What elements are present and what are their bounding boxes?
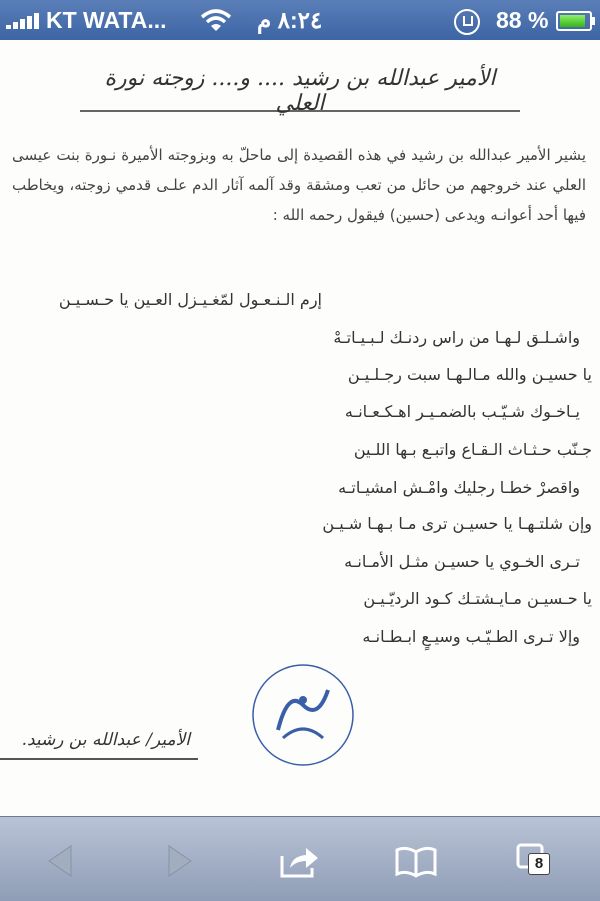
intro-paragraph: يشير الأمير عبدالله بن رشيد في هذه القصيدة إلى ماحلّ به وبزوجته الأميرة نـورة بنت عيسى العلي عند خروجهم من حائل من تعب ومشقة وقد آلمه آثار الدم علـى قدمي زوجته، ويخاطب فيها أحد أعوانـه ويدعى (حسين) فيقول رحمه الله : <box>12 146 586 224</box>
status-time: ٨:٢٤ م <box>257 7 323 33</box>
forward-button[interactable] <box>156 841 204 881</box>
verse-line: وإلا تـرى الطـيّـب وسيـعٍ ابـطـانـه <box>362 627 580 646</box>
verse-line: إرم الـنـعـول لمّغـيـزل العـين يا حـسـيـن <box>58 290 322 309</box>
bookmarks-icon <box>394 844 438 878</box>
share-icon <box>278 844 322 878</box>
document-page <box>0 40 600 810</box>
verse-line: واشـلـق لـهـا من راس ردنـك لـبـيـاتـهْ <box>333 328 580 347</box>
wifi-icon <box>200 8 232 32</box>
battery-percent: 88 % <box>496 7 549 33</box>
browser-toolbar <box>0 816 600 901</box>
forward-arrow-icon <box>167 844 193 878</box>
open-tabs-count: 8 <box>528 853 550 875</box>
tabs-button[interactable] <box>510 841 558 881</box>
verse-line: يـاخـوك شـيّـب بالضمـيـر اهـكـعـانـه <box>344 402 580 421</box>
verse-line: يا حـسيـن مـايـشتـك كـود الرديّـيـن <box>363 589 592 608</box>
verse-line: جـنّب حـثـاث الـقـاع واتبـع بـها اللـين <box>353 440 592 459</box>
document-title: الأمير عبدالله بن رشيد .... و.... زوجته نورة العلي <box>80 66 520 112</box>
verse-line: وإن شلتـهـا يا حسيـن ترى مـا بـهـا شـيـن <box>322 514 592 533</box>
bookmarks-button[interactable] <box>392 841 440 881</box>
back-arrow-icon <box>47 844 73 878</box>
verse-line: تـرى الخـوي يا حسيـن مثـل الأمـانـه <box>344 552 580 571</box>
status-bar <box>0 0 600 40</box>
back-button[interactable] <box>36 841 84 881</box>
share-button[interactable] <box>276 841 324 881</box>
forum-watermark-stamp <box>248 660 358 770</box>
signature: الأمير/ عبدالله بن رشيد. <box>0 730 198 760</box>
battery-level <box>560 15 585 27</box>
rotation-lock-icon <box>454 9 480 35</box>
verse-line: واقصرْ خطـا رجليك وامْـش امشيـاتـه <box>338 478 580 497</box>
verse-line: يا حسيـن والله مـالـهـا سبت رجـلـيـن <box>347 365 592 384</box>
signal-strength-icon <box>6 13 40 29</box>
battery-icon <box>556 11 592 31</box>
carrier-name: KT WATA... <box>46 7 167 33</box>
